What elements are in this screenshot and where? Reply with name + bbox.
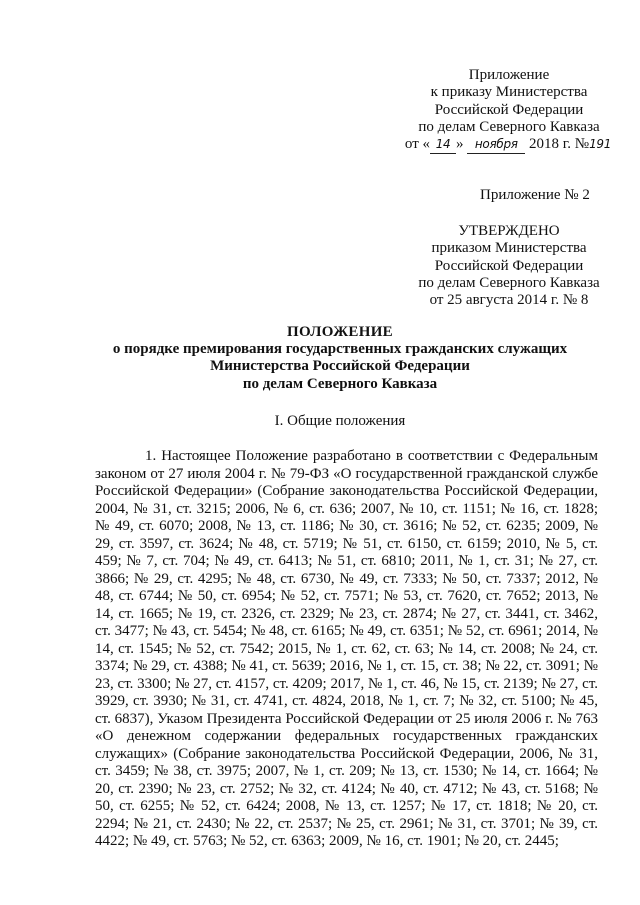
handwritten-month: ноября xyxy=(467,136,525,154)
approved-line5: от 25 августа 2014 г. № 8 xyxy=(429,292,589,309)
handwritten-day: 14 xyxy=(430,136,456,154)
title-line1: ПОЛОЖЕНИЕ xyxy=(287,324,393,340)
section-heading: I. Общие положения xyxy=(274,413,406,429)
handwritten-order-number: 191 xyxy=(589,137,612,152)
date-day-close: » xyxy=(456,136,464,153)
approved-line2: приказом Министерства xyxy=(431,240,587,257)
annex-order-line1: Приложение xyxy=(468,67,550,83)
title-line2: о порядке премирования государственных гражданских служащих xyxy=(112,341,568,358)
annex-order-date-line xyxy=(380,136,638,154)
annex-order-line2: к приказу Министерства xyxy=(430,84,588,101)
paragraph-1: 1. Настоящее Положение разработано в соответствии с Федеральным законом от 27 июля 2004 г. № 79-ФЗ «О государственной гражданской службе Российской Федерации» (Собрание законодательства Российской Федерации, 2004, № 31, ст. 3215; 2006, № 6, ст. 636; 2007, № 10, ст. 1151; № 16, ст. 1828; № 49, ст. 6070; 2008, № 13, ст. 1186; № 30, ст. 3616; № 52, ст. 6235; 2009, № 29, ст. 3597, ст. 3624; № 48, ст. 5719; № 51, ст. 6150, ст. 6159; 2010, № 5, ст. 459; № 7, ст. 704; № 49, ст. 6413; № 51, ст. 6810; 2011, № 1, ст. 31; № 27, ст. 3866; № 29, ст. 4295; № 48, ст. 6730, № 49, ст. 7333; № 50, ст. 7337; 2012, № 48, ст. 6744; № 50, ст. 6954; № 52, ст. 7571; № 53, ст. 7620, ст. 7652; 2013, № 14, ст. 1665; № 19, ст. 2326, ст. 2329; № 23, ст. 2874; № 27, ст. 3441, ст. 3462, ст. 3477; № 43, ст. 5454; № 48, ст. 6165; № 49, ст. 6351; № 52, ст. 6961; 2014, № 14, ст. 1545; № 52, ст. 7542; 2015, № 1, ст. 62, ст. 63; № 14, ст. 2008; № 24, ст. 3374; № 29, ст. 4388; № 41, ст. 5639; 2016, № 1, ст. 15, ст. 38; № 22, ст. 3091; № 23, ст. 3300; № 27, ст. 4157, ст. 4209; 2017, № 1, ст. 46, № 15, ст. 2139; № 27, ст. 3929, ст. 3930; № 31, ст. 4741, ст. 4824, 2018, № 1, ст. 7; № 32, ст. 5100; № 45, ст. 6837), Указом Президента Российской Федерации от 25 июля 2006 г. № 763 «О денежном содержании федеральных государственных гражданских служащих» (Собрание законодательства Российской Федерации, 2006, № 31, ст. 3459; № 38, ст. 3975; 2007, № 1, ст. 209; № 13, ст. 1530; № 14, ст. 1664; № 20, ст. 2390; № 23, ст. 2752; № 32, ст. 4124; № 40, ст. 4712; № 43, ст. 5168; № 50, ст. 6255; № 52, ст. 6424; 2008, № 13, ст. 1257; № 17, ст. 1818; № 20, ст. 2294; № 21, ст. 2430; № 22, ст. 2537; № 25, ст. 2961; № 31, ст. 3701; № 39, ст. 4422; № 49, ст. 5763; № 52, ст. 6363; 2009, № 16, ст. 1901; № 20, ст. 2445; xyxy=(95,448,598,849)
date-year-suffix: 2018 г. № xyxy=(529,136,590,153)
approved-line3: Российской Федерации xyxy=(434,257,584,274)
annex-order-line4: по делам Северного Кавказа xyxy=(418,118,600,135)
date-prefix: от « xyxy=(404,136,431,153)
approved-line4: по делам Северного Кавказа xyxy=(418,274,600,291)
annex-order-block xyxy=(380,67,638,154)
annex-number: Приложение № 2 xyxy=(480,187,590,203)
approved-line1: УТВЕРЖДЕНО xyxy=(458,223,560,239)
title-line3: Министерства Российской Федерации xyxy=(210,358,470,375)
approved-block xyxy=(380,223,638,309)
title-line4: по делам Северного Кавказа xyxy=(242,375,438,392)
document-title xyxy=(95,324,585,393)
annex-order-line3: Российской Федерации xyxy=(434,101,584,118)
